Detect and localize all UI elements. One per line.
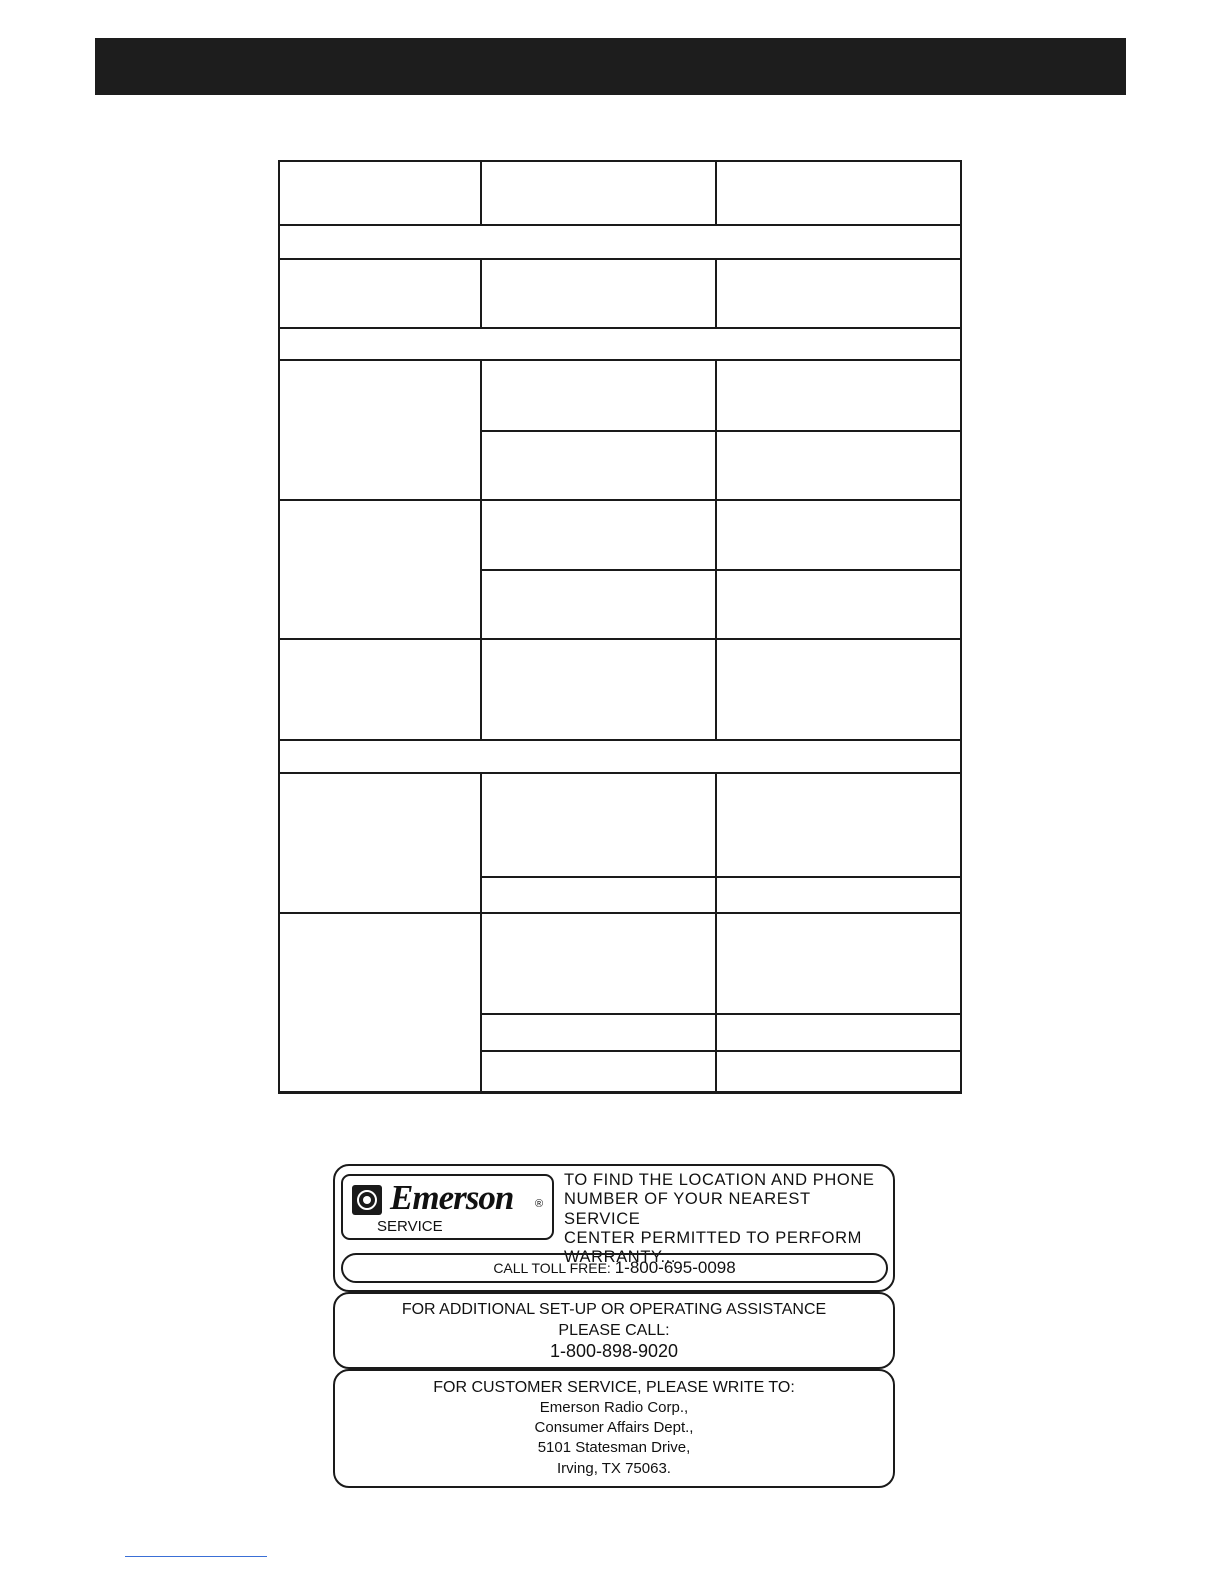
assistance-line1: FOR ADDITIONAL SET-UP OR OPERATING ASSISTANCE	[401, 1301, 827, 1318]
table-subrow-divider	[481, 1013, 962, 1015]
address-line: Consumer Affairs Dept.,	[534, 1419, 694, 1436]
table-col-divider	[480, 258, 482, 329]
table-border-left	[278, 160, 280, 1094]
table-row-divider	[278, 258, 962, 260]
table-col-divider	[715, 772, 717, 1094]
toll-free-box	[341, 1253, 888, 1283]
address-line: Irving, TX 75063.	[557, 1460, 671, 1477]
brand-name: Emerson	[390, 1178, 514, 1217]
page-header-bar	[95, 38, 1126, 95]
address-line: 5101 Statesman Drive,	[537, 1439, 691, 1456]
table-row-divider	[278, 912, 962, 914]
table-row-divider	[278, 224, 962, 226]
emerson-service-logo	[341, 1174, 554, 1240]
assistance-phone[interactable]: 1-800-898-9020	[549, 1341, 679, 1361]
registered-mark: ®	[535, 1198, 544, 1210]
table-row-divider	[278, 739, 962, 741]
footer-link-underline[interactable]	[125, 1556, 267, 1557]
emerson-emblem-icon	[352, 1185, 382, 1215]
service-locator-line: NUMBER OF YOUR NEAREST SERVICE	[564, 1190, 811, 1228]
table-col-divider	[715, 160, 717, 226]
table-col-divider	[715, 258, 717, 329]
table-subrow-divider	[481, 1050, 962, 1052]
table-row-divider	[278, 772, 962, 774]
service-label: SERVICE	[377, 1218, 443, 1235]
table-border-bottom	[278, 1091, 962, 1094]
service-locator-line: TO FIND THE LOCATION AND PHONE	[564, 1171, 875, 1189]
table-subrow-divider	[481, 876, 962, 878]
table-col-divider	[480, 359, 482, 741]
table-row-divider	[278, 359, 962, 361]
table-border-top	[278, 160, 962, 162]
assistance-line2: PLEASE CALL:	[558, 1322, 670, 1339]
toll-free-label: CALL TOLL FREE:	[493, 1260, 611, 1276]
table-row-divider	[278, 499, 962, 501]
table-subrow-divider	[481, 430, 962, 432]
address-line: Emerson Radio Corp.,	[539, 1399, 689, 1416]
table-border-right	[960, 160, 962, 1094]
table-col-divider	[715, 359, 717, 741]
table-row-divider	[278, 327, 962, 329]
customer-service-heading: FOR CUSTOMER SERVICE, PLEASE WRITE TO:	[433, 1379, 795, 1396]
table-row-divider	[278, 638, 962, 640]
service-locator-line: WARRANTY...	[564, 1248, 677, 1267]
toll-free-number[interactable]: 1-800-695-0098	[614, 1258, 736, 1277]
table-col-divider	[480, 772, 482, 1094]
troubleshooting-table	[278, 160, 962, 1094]
service-locator-line: CENTER PERMITTED TO PERFORM	[564, 1228, 862, 1247]
table-col-divider	[480, 160, 482, 226]
table-subrow-divider	[481, 569, 962, 571]
